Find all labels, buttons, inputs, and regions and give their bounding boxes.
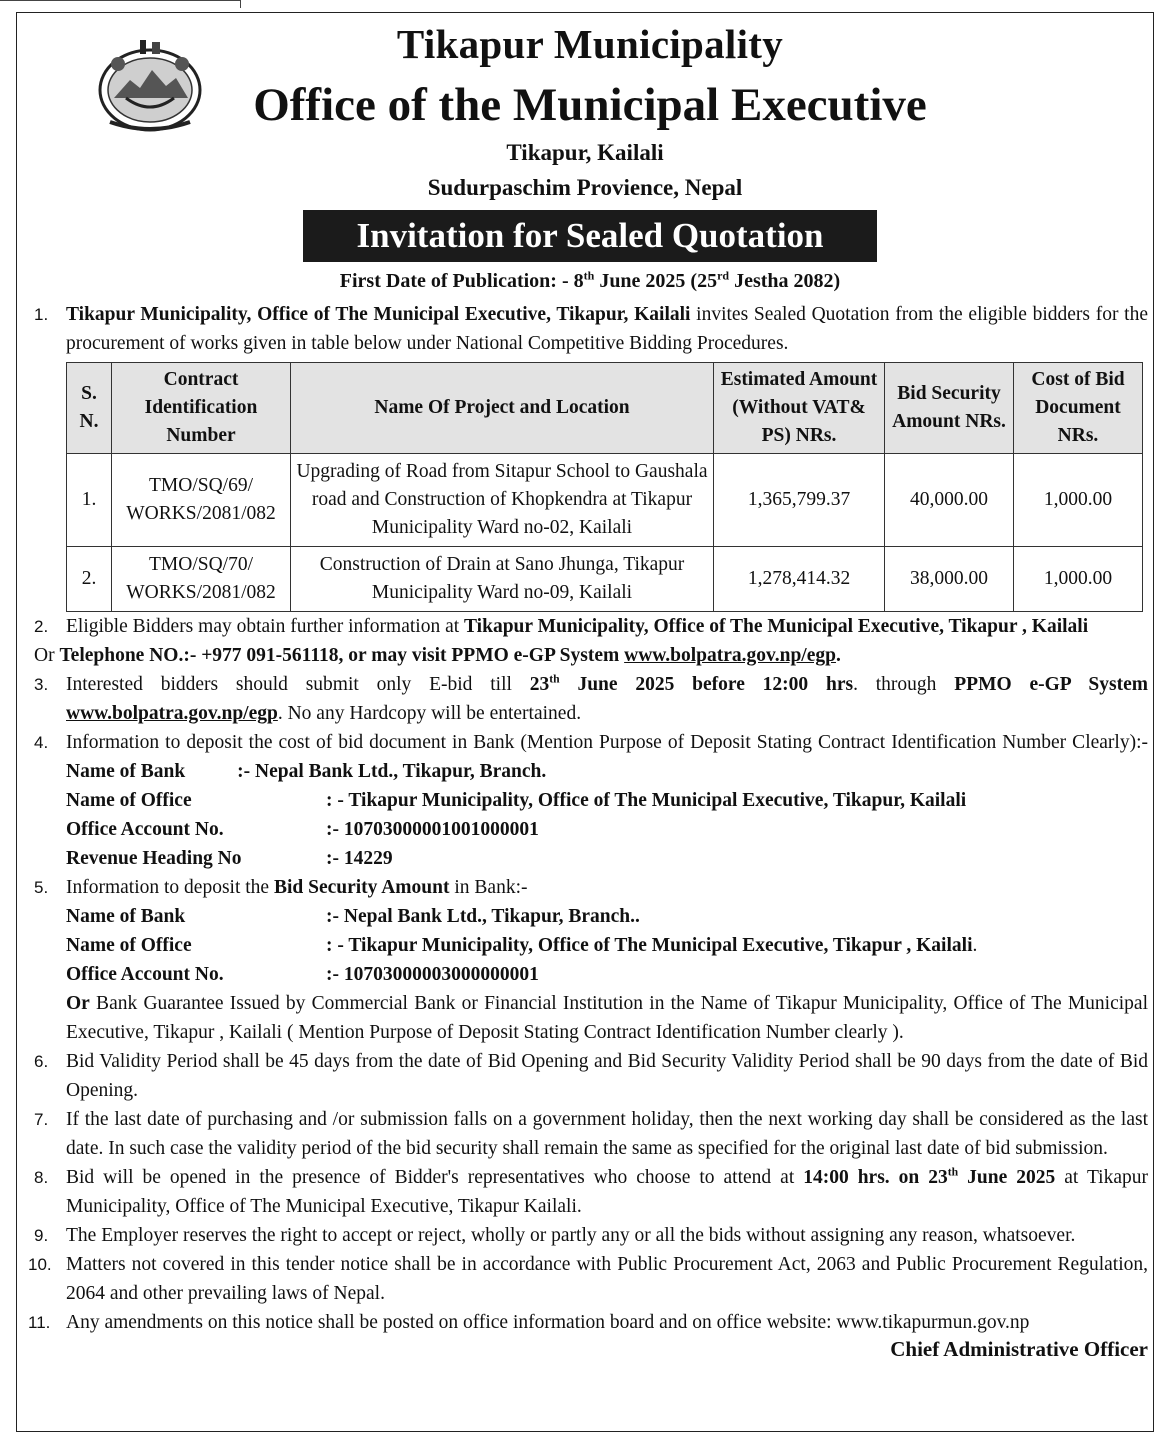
clause-2: 2. Eligible Bidders may obtain further information at Tikapur Municipality, Office of The Municipal Executive, Tikapur , Kailali Or Telephone NO.:- +977 091-561118, or may visit PPMO e-GP System www.bolpatra.gov.np/egp. — [34, 616, 1089, 666]
col-estimate: Estimated Amount (Without VAT& PS) NRs. — [714, 363, 885, 454]
cell-sn: 2. — [67, 547, 112, 612]
cell-cin: TMO/SQ/70/ WORKS/2081/082 — [112, 547, 291, 612]
clause-10: 10. Matters not covered in this tender notice shall be in accordance with Public Procurement Act, 2063 and Public Procurement Regulation, 2064 and other prevailing laws of Nepal. — [28, 1254, 1148, 1304]
office-row: Name of Office : - Tikapur Municipality, Office of The Municipal Executive, Tikapur , Kailali . — [66, 935, 978, 956]
municipality-name: Tikapur Municipality — [396, 21, 784, 67]
top-rule — [0, 0, 240, 9]
publication-date: First Date of Publication: - 8th June 2025 (25rd Jestha 2082) — [339, 268, 841, 292]
col-security: Bid Security Amount NRs. — [885, 363, 1014, 454]
clause-4: 4. Information to deposit the cost of bid document in Bank (Mention Purpose of Deposit Stating Contract Identification Number Clearly):-Name of Bank :- Nepal Bank Ltd., Tikapur, Branch. — [34, 732, 1148, 782]
clause-7: 7. If the last date of purchasing and /or submission falls on a government holiday, then the next working day shall be considered as the last date. In such case the validity period of the bid security shall remain the same as specified for the original last date of bid submission. — [34, 1109, 1148, 1159]
table-row — [67, 547, 1143, 612]
cell-cin: TMO/SQ/69/ WORKS/2081/082 — [112, 454, 291, 547]
top-rule-tick — [240, 0, 241, 8]
clause-5: 5. Information to deposit the Bid Security Amount in Bank:- — [34, 877, 528, 898]
clause-3: 3. Interested bidders should submit only E-bid till 23th June 2025 before 12:00 hrs. through PPMO e-GP System www.bolpatra.gov.np/egp. No any Hardcopy will be entertained. — [34, 672, 1148, 724]
office-row: Name of Office : - Tikapur Municipality, Office of The Municipal Executive, Tikapur, Kailali — [66, 790, 967, 811]
signatory-title: Chief Administrative Officer — [890, 1337, 1148, 1361]
clause-1: 1. Tikapur Municipality, Office of The Municipal Executive, Tikapur, Kailali invites Sealed Quotation from the eligible bidders for the procurement of works given in table below under National Competitive Bidding Procedures. — [34, 304, 1148, 354]
account-row: Office Account No. :- 10703000001001000001 — [66, 819, 539, 840]
table-row — [67, 454, 1143, 547]
col-sn: S. N. — [67, 363, 112, 454]
cell-cost: 1,000.00 — [1014, 547, 1143, 612]
bank-row: Name of Bank :- Nepal Bank Ltd., Tikapur, Branch.. — [66, 906, 640, 927]
works-table — [66, 362, 1143, 612]
cell-project: Construction of Drain at Sano Jhunga, Tikapur Municipality Ward no-09, Kailali — [291, 547, 714, 612]
revenue-row: Revenue Heading No :- 14229 — [66, 848, 393, 869]
cell-cost: 1,000.00 — [1014, 454, 1143, 547]
office-name: Office of the Municipal Executive — [253, 79, 927, 131]
clause-11: 11. Any amendments on this notice shall be posted on office information board and on office website: www.tikapurmun.gov.np — [28, 1312, 1030, 1333]
egp-link[interactable]: www.bolpatra.gov.np/egp — [66, 703, 278, 724]
cell-security: 38,000.00 — [885, 547, 1014, 612]
table-header-row — [67, 363, 1143, 454]
col-cost: Cost of Bid Document NRs. — [1014, 363, 1143, 454]
bank-guarantee: Or Bank Guarantee Issued by Commercial Bank or Financial Institution in the Name of Tikapur Municipality, Office of The Municipal Executive, Tikapur , Kailali ( Mention Purpose of Deposit Stating Contract Identification Number clearly ). — [66, 993, 1148, 1043]
clause-9: 9. The Employer reserves the right to accept or reject, wholly or partly any or all the bids without assigning any reason, whatsoever. — [34, 1225, 1076, 1246]
province-line: Sudurpaschim Provience, Nepal — [427, 175, 743, 200]
cell-project: Upgrading of Road from Sitapur School to Gaushala road and Construction of Khopkendra at Tikapur Municipality Ward no-02, Kailali — [291, 454, 714, 547]
col-cin: Contract Identification Number — [112, 363, 291, 454]
cell-estimate: 1,365,799.37 — [714, 454, 885, 547]
clause-6: 6. Bid Validity Period shall be 45 days from the date of Bid Opening and Bid Security Validity Period shall be 90 days from the date of Bid Opening. — [34, 1051, 1148, 1101]
egp-link[interactable]: www.bolpatra.gov.np/egp — [624, 645, 836, 666]
clause-8: 8. Bid will be opened in the presence of Bidder's representatives who choose to attend at 14:00 hrs. on 23th June 2025 at Tikapur Municipality, Office of The Municipal Executive, Tikapur Kailali. — [34, 1165, 1148, 1217]
cell-security: 40,000.00 — [885, 454, 1014, 547]
cell-sn: 1. — [67, 454, 112, 547]
notice-body — [28, 300, 1148, 1364]
location-line: Tikapur, Kailali — [506, 140, 664, 165]
col-project: Name Of Project and Location — [291, 363, 714, 454]
cell-estimate: 1,278,414.32 — [714, 547, 885, 612]
notice-title-banner: Invitation for Sealed Quotation — [303, 210, 877, 262]
account-row: Office Account No. :- 10703000003000000001 — [66, 964, 539, 985]
